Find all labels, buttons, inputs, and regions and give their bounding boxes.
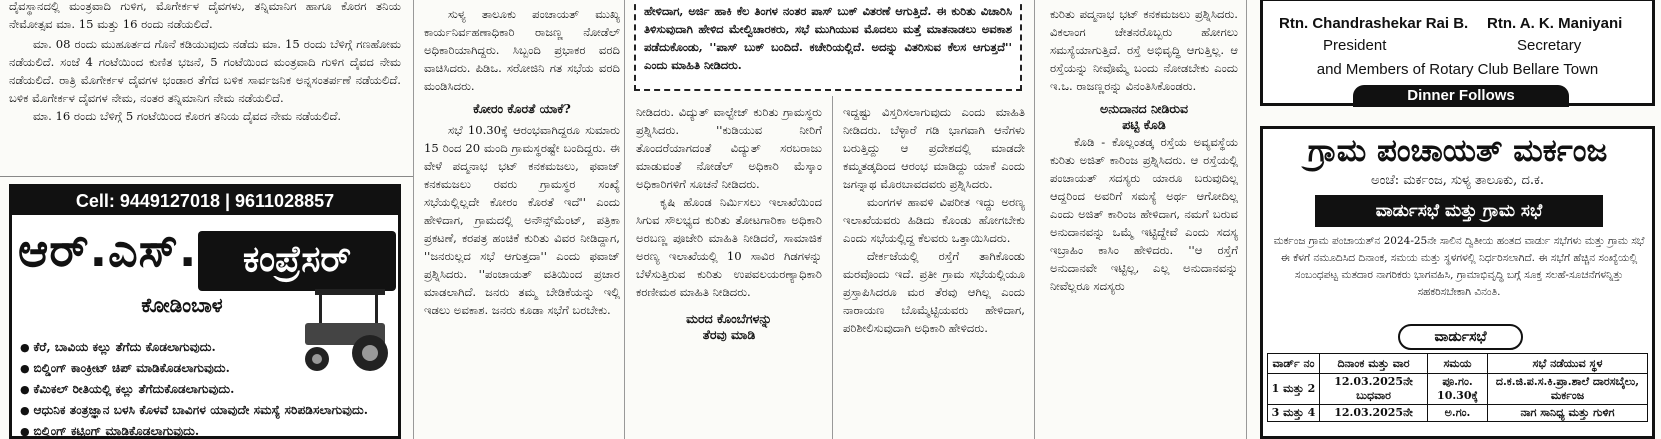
- table-header: ಸಭೆ ನಡೆಯುವ ಸ್ಥಳ: [1488, 354, 1648, 374]
- subheading: ಅನುದಾನದ ನೀಡಿರುವ: [1099, 101, 1189, 116]
- table-row: [1268, 405, 1648, 422]
- ward-meeting-label: ವಾರ್ಡುಸಭೆ: [1398, 324, 1523, 350]
- paragraph: ಕೊಡಿ - ಕೊಲ್ಲಂತಡ್ಕ ರಸ್ತೆಯ ಅವ್ಯವಸ್ಥೆಯ ಕುರಿತು ಅಜಿತ್ ಕಾರಿಂಜ ಪ್ರಶ್ನಿಸಿದರು. ಆ ರಸ್ತೆಯಲ್ಲಿ ಪಂಚಾಯತ್ ಸದಸ್ಯರು ಯಾರೂ ಬರುವುದಿಲ್ಲ ಆದ್ದರಿಂದ ಅವರಿಗೆ ಸಮಸ್ಯೆ ಅರ್ಥ ಆಗೋದಿಲ್ಲ ಎಂದು ಅಜಿತ್ ಕಾರಿಂಜ ಹೇಳಿದಾಗ, ನಮಗೆ ಬರುವ ಅನುದಾನವನ್ನು ಒಮ್ಮೆ ಇಟ್ಟಿದ್ದೇವೆ ಎಂದು ಸದಸ್ಯ ಇಬ್ರಾಹಿಂ ಕಾಸಿಂ ಹೇಳಿದರು. ''ಆ ರಸ್ತೆಗೆ ಅನುದಾನವೇ ಇಟ್ಟಿಲ್ಲ, ಎಲ್ಲ ಅನುದಾನವನ್ನು ನೀವೆಲ್ಲರೂ ಸದಸ್ಯರು: [1050, 135, 1238, 293]
- table-header: ಸಮಯ: [1428, 354, 1488, 374]
- paragraph: ಮಾ. 16 ರಂದು ಬೆಳಿಗ್ಗೆ 5 ಗಂಟೆಯಿಂದ ಕೊರಗ ತನಿಯ ದೈವದ ನೇಮ ನಡೆಯಲಿದೆ.: [33, 109, 342, 123]
- table-cell: 12.03.2025ನೇ ಬುಧವಾರ: [1320, 374, 1428, 405]
- article-column-3: [636, 103, 822, 343]
- paragraph: ಮಾ. 08 ರಂದು ಮುಹೂರ್ತದ ಗೊನೆ ಕಡಿಯುವುದು ನಡೆದು ಮಾ. 15 ರಂದು ಬೆಳಿಗ್ಗೆ ಗಣಹೋಮ ನಡೆಯಲಿದೆ. ಸಂಜೆ 4 ಗಂಟೆಯಿಂದ ಕುಣಿತ ಭಜನೆ, 5 ಗಂಟೆಯಿಂದ ಮಂತ್ರವಾದಿ ಗುಳಿಗ ದೈವದ ನೇಮ ನಡೆಯಲಿದೆ. ರಾತ್ರಿ ಮೊಗೇರ್ಕಳ ದೈವಗಳ ಭಂಡಾರ ತೆಗೆದ ಬಳಿಕ ಸಾರ್ವಜನಿಕ ಅನ್ನಸಂತರ್ಪಣೆ ನಡೆಯಲಿದೆ. ಬಳಿಕ ಮೊಗೇರ್ಕಳ ದೈವಗಳ ನೇಮ, ನಂತರ ತನ್ನಿಮಾನಿಗ ನೇಮ ನಡೆಯಲಿದೆ.: [9, 37, 401, 105]
- service-item: ● ಬಿಲ್ಡಿಂಗ್ ಕಾಂಕ್ರೀಟ್ ಚಿಪ್ ಮಾಡಿಕೊಡಲಾಗುವುದು.: [20, 358, 368, 379]
- article-column-5: [1050, 5, 1238, 295]
- ad-brand-left: ಆರ್.ಎಸ್.: [18, 223, 198, 277]
- table-cell: ಪೂ.ಗಂ. 10.30ಕ್ಕೆ: [1428, 374, 1488, 405]
- paragraph: ಸಭೆ 10.30ಕ್ಕೆ ಆರಂಭವಾಗಿದ್ದರೂ ಸುಮಾರು 15 ರಿಂದ 20 ಮಂದಿ ಗ್ರಾಮಸ್ಥರಷ್ಟೇ ಬಂದಿದ್ದರು. ಈ ವೇಳೆ ಪದ್ಮನಾಭ ಭಟ್ ಕನಕಮಜಲು, ಫವಾಜ್ ಕನಕಮಜಲು ರವರು ಗ್ರಾಮಸ್ಥರ ಸಂಖ್ಯೆ ಸಭೆಯಲ್ಲಿಲ್ಲದೇ ಕೋರಂ ಕೊರತೆ ಇದೆ'' ಎಂದು ಹೇಳಿದಾಗ, ಗ್ರಾಮದಲ್ಲಿ ಅನೌನ್ಸ್‌ಮೆಂಟ್, ಪತ್ರಿಕಾ ಪ್ರಕಟಣೆ, ಕರಪತ್ರ ಹಂಚಿಕೆ ಕುರಿತು ವಿವರ ನೀಡಿದ್ದಾಗ, ''ಜನರುಲ್ಲದ ಸಭೆ ಆಗುತ್ತದಾ'' ಎಂದು ಫವಾಜ್ ಪ್ರಶ್ನಿಸಿದರು. ''ಪಂಚಾಯತ್ ವತಿಯಿಂದ ಪ್ರಚಾರ ಮಾಡಲಾಗಿದೆ. ಜನರು ತಮ್ಮ ಬೇಡಿಕೆಯನ್ನು ಇಲ್ಲಿ ಇಡಲು ಅವಕಾಶ. ಜನರು ಕೂಡಾ ಸಭೆಗೆ ಬರಬೇಕು.: [424, 123, 620, 317]
- article-column-2: [424, 5, 620, 319]
- secretary-name: Rtn. A. K. Maniyani: [1487, 15, 1623, 32]
- paragraph: ದೈವಸ್ಥಾನದಲ್ಲಿ ಮಂತ್ರವಾದಿ ಗುಳಿಗ, ಮೊಗೇರ್ಕಳ ದೈವಗಳು, ತನ್ನಿಮಾನಿಗ ಹಾಗೂ ಕೊರಗ ತನಿಯ ನೇಮೋತ್ಸವ ಮಾ. 15 ಮತ್ತು 16 ರಂದು ನಡೆಯಲಿದೆ.: [9, 0, 401, 31]
- table-cell: ನಾಗ ಸಾನಿಧ್ಯ ಮತ್ತು ಗುಳಿಗ: [1488, 405, 1648, 422]
- subheading: ಪಟ್ಟಿ ಕೊಡಿ: [1122, 117, 1166, 132]
- president-name: Rtn. Chandrashekar Rai B.: [1279, 15, 1469, 32]
- panchayat-address: ಅಂಚೆ: ಮರ್ಕಂಜ, ಸುಳ್ಯ ತಾಲೂಕು, ದ.ಕ.: [1371, 173, 1544, 188]
- table-cell: 3 ಮತ್ತು 4: [1268, 405, 1320, 422]
- article-column-1: [9, 0, 401, 125]
- table-cell: 1 ಮತ್ತು 2: [1268, 374, 1320, 405]
- paragraph: ದೇರ್ಕಜೆಯಲ್ಲಿ ರಸ್ತೆಗೆ ತಾಗಿಕೊಂಡು ಮರವೊಂದು ಇದೆ. ಪ್ರತೀ ಗ್ರಾಮ ಸಭೆಯಲ್ಲಿಯೂ ಪ್ರಸ್ತಾಪಿಸಿದರೂ ಮರ ತೆರವು ಆಗಿಲ್ಲ ಎಂದು ನಾರಾಯಣ ಬೊಮ್ಮೆಟ್ಟಿಯವರು ಹೇಳಿದಾಗ, ಪರಿಶೀಲಿಸುವುದಾಗಿ ಅಧಿಕಾರಿ ಹೇಳಿದರು.: [843, 249, 1025, 335]
- members-line: and Members of Rotary Club Bellare Town: [1316, 61, 1599, 78]
- column-rule: [413, 0, 414, 439]
- president-role: President: [1323, 37, 1387, 54]
- notice-description: ಮರ್ಕಂಜ ಗ್ರಾಮ ಪಂಚಾಯತ್‌ನ 2024-25ನೇ ಸಾಲಿನ ದ್ವಿತೀಯ ಹಂತದ ವಾರ್ಡು ಸಭೆಗಳು ಮತ್ತು ಗ್ರಾಮ ಸಭೆ ಈ ಕೆಳಗೆ ನಮೂದಿಸಿದ ದಿನಾಂಕ, ಸಮಯ ಮತ್ತು ಸ್ಥಳಗಳಲ್ಲಿ ನಿರ್ಧರಿಸಲಾಗಿದೆ. ಈ ಸಭೆಗೆ ಹೆಚ್ಚಿನ ಸಂಖ್ಯೆಯಲ್ಲಿ ಸಂಬಂಧಪಟ್ಟ ಮತದಾರ ನಾಗರಿಕರು ಭಾಗವಹಿಸಿ, ಗ್ರಾಮಾಭಿವೃದ್ಧಿ ಬಗ್ಗೆ ಸೂಕ್ತ ಸಲಹೆ-ಸೂಚನೆಗಳನ್ನಿತ್ತು ಸಹಕರಿಸಬೇಕಾಗಿ ವಿನಂತಿ.: [1273, 235, 1645, 298]
- paragraph: ಮಂಗಗಳ ಹಾವಳಿ ವಿಪರೀತ ಇದ್ದು ಅರಣ್ಯ ಇಲಾಖೆಯವರು ಹಿಡಿದು ಕೊಂಡು ಹೋಗಬೇಕು ಎಂದು ಸಭೆಯಲ್ಲಿದ್ದ ಕೆಲವರು ಒತ್ತಾಯಿಸಿದರು.: [843, 195, 1025, 245]
- paragraph: ಇದ್ದಷ್ಟು ವಿಸ್ತರಿಸಲಾಗುವುದು ಎಂದು ಮಾಹಿತಿ ನೀಡಿದರು. ಬೆಳ್ಳಾರೆ ಗಡಿ ಭಾಗವಾಗಿ ಆನೆಗಳು ಬರುತ್ತಿದ್ದು ಆ ಪ್ರದೇಶದಲ್ಲಿ ಮಾಡದೇ ಕಮ್ಮತಡ್ಕದಿಂದ ಆರಂಭ ಮಾಡಿದ್ದು ಯಾಕೆ ಎಂದು ಜಗನ್ನಾಥ ಮೊರಬಾವದವರು ಪ್ರಶ್ನಿಸಿದರು.: [843, 105, 1025, 191]
- service-item: ● ಬಿಲ್ಡಿಂಗ್ ಕಟ್ಟಿಂಗ್ ಮಾಡಿಕೊಡಲಾಗುವುದು.: [20, 421, 368, 439]
- compressor-advertisement: [9, 184, 401, 439]
- table-cell: ದ.ಕ.ಜಿ.ಪ.ಸ.ಕಿ.ಪ್ರಾ.ಶಾಲೆ ದಾರಸಬೈಲು, ಮರ್ಕಂಜ: [1488, 374, 1648, 405]
- column-rule: [1034, 0, 1035, 439]
- column-rule: [1246, 0, 1247, 439]
- box-text: ಹೇಳಿದಾಗ, ಅರ್ಜಿ ಹಾಕಿ ಕೆಲ ತಿಂಗಳ ನಂತರ ಪಾಸ್ ಬುಕ್ ವಿತರಣೆ ಆಗುತ್ತಿದೆ. ಈ ಕುರಿತು ವಿಚಾರಿಸಿ ತಿಳಿಸುವುದಾಗಿ ಹೇಳಿದ ಮೇಲ್ವಿಚಾರಕರು, ಸಭೆ ಮುಗಿಯುವ ಮೊದಲು ಮತ್ತೆ ಮಾತನಾಡಲು ಅವಕಾಶ ಪಡೆದುಕೊಂಡು, ''ಪಾಸ್ ಬುಕ್ ಬಂದಿದೆ. ಕಚೇರಿಯಲ್ಲಿದೆ. ಅದನ್ನು ವಿತರಿಸುವ ಕೆಲಸ ಆಗುತ್ತದೆ'' ಎಂದು ಮಾಹಿತಿ ನೀಡಿದರು.: [644, 4, 1012, 72]
- subheading: ಕೋರಂ ಕೊರತೆ ಯಾಕೆ?: [473, 101, 571, 116]
- rotary-advertisement: [1260, 0, 1655, 106]
- schedule-table: [1267, 353, 1648, 422]
- divider: [0, 176, 413, 177]
- secretary-role: Secretary: [1517, 37, 1582, 54]
- table-header: ದಿನಾಂಕ ಮತ್ತು ವಾರ: [1320, 354, 1428, 374]
- subheading: ಮರದ ಕೊಂಬೆಗಳನ್ನು: [686, 311, 772, 326]
- panchayat-title: ಗ್ರಾಮ ಪಂಚಾಯತ್ ಮರ್ಕಂಜ: [1307, 133, 1608, 169]
- column-rule: [624, 0, 625, 439]
- service-item: ● ಆಧುನಿಕ ತಂತ್ರಜ್ಞಾನ ಬಳಸಿ ಕೊಳವೆ ಬಾವಿಗಳ ಯಾವುದೇ ಸಮಸ್ಯೆ ಸರಿಪಡಿಸಲಾಗುವುದು.: [20, 400, 368, 421]
- dinner-banner: Dinner Follows: [1353, 85, 1569, 107]
- ad-phone: Cell: 9449127018 | 9611028857: [12, 187, 398, 215]
- table-header: ವಾರ್ಡ್ ನಂ: [1268, 354, 1320, 374]
- panchayat-notice: [1260, 126, 1655, 439]
- article-column-4: [843, 103, 1025, 337]
- table-header-row: [1268, 354, 1648, 374]
- highlight-box: [634, 0, 1022, 91]
- paragraph: ನೀಡಿದರು. ವಿದ್ಯುತ್ ವಾಲ್ಟೇಜ್ ಕುರಿತು ಗ್ರಾಮಸ್ಥರು ಪ್ರಶ್ನಿಸಿದರು. ''ಕುಡಿಯುವ ನೀರಿಗೆ ತೊಂದರೆಯಾಗದಂತೆ ವಿದ್ಯುತ್ ಸರಬರಾಜು ಮಾಡುವಂತೆ ನೋಡೆಲ್ ಅಧಿಕಾರಿ ಮೆಸ್ಕಾಂ ಅಧಿಕಾರಿಗಳಿಗೆ ಸೂಚನೆ ನೀಡಿದರು.: [636, 105, 822, 191]
- meeting-banner: ವಾರ್ಡುಸಭೆ ಮತ್ತು ಗ್ರಾಮ ಸಭೆ: [1315, 195, 1603, 227]
- table-row: [1268, 374, 1648, 405]
- service-item: ● ಕೆಮಿಕಲ್ ರೀತಿಯಲ್ಲಿ ಕಲ್ಲು ತೆಗೆದುಕೊಡಲಾಗುವುದು.: [20, 379, 368, 400]
- table-cell: 12.03.2025ನೇ: [1320, 405, 1428, 422]
- ad-brand-right: ಕಂಪ್ರೆಸರ್: [198, 231, 396, 291]
- subheading: ತೆರವು ಮಾಡಿ: [702, 327, 756, 342]
- paragraph: ಕುರಿತು ಪದ್ಮನಾಭ ಭಟ್ ಕನಕಮಜಲು ಪ್ರಶ್ನಿಸಿದರು. ವಿಕಲಾಂಗ ಚೇತನರೊಬ್ಬರು ಹೋಗಲು ಸಮಸ್ಯೆಯಾಗುತ್ತಿದೆ. ರಸ್ತೆ ಅಭಿವೃದ್ಧಿ ಆಗುತ್ತಿಲ್ಲ. ಆ ರಸ್ತೆಯನ್ನು ನೀವೊಮ್ಮೆ ಬಂದು ನೋಡಬೇಕು ಎಂದು ಇ.ಒ. ರಾಜಣ್ಣರನ್ನು ವಿನಂತಿಸಿಕೊಂಡರು.: [1050, 7, 1238, 93]
- paragraph: ಸುಳ್ಯ ತಾಲೂಕು ಪಂಚಾಯತ್ ಮುಖ್ಯ ಕಾರ್ಯನಿರ್ವಹಣಾಧಿಕಾರಿ ರಾಜಣ್ಣ ನೋಡೆಲ್ ಅಧಿಕಾರಿಯಾಗಿದ್ದರು. ಸಿಬ್ಬಂದಿ ಪ್ರಭಾಕರ ವರದಿ ವಾಚಿಸಿದರು. ಪಿಡಿಒ. ಸರೋಜಿನಿ ಗತ ಸಭೆಯ ವರದಿ ಮಂಡಿಸಿದರು.: [424, 7, 620, 93]
- column-rule: [832, 96, 833, 439]
- service-item: ● ಕೆರೆ, ಬಾವಿಯ ಕಲ್ಲು ತೆಗೆದು ಕೊಡಲಾಗುವುದು.: [20, 337, 368, 358]
- ad-place: ಕೋಡಿಂಬಾಳ: [141, 293, 223, 317]
- services-list: [20, 337, 368, 439]
- table-cell: ಅ.ಗಂ.: [1428, 405, 1488, 422]
- paragraph: ಕೃಷಿ ಹೊಂಡ ನಿರ್ಮಿಸಲು ಇಲಾಖೆಯಿಂದ ಸಿಗುವ ಸೌಲಭ್ಯದ ಕುರಿತು ತೋಟಗಾರಿಕಾ ಅಧಿಕಾರಿ ಅರಬಣ್ಣ ಪೂಜೇರಿ ಮಾಹಿತಿ ನೀಡಿದರೆ, ಸಾಮಾಜಿಕ ಅರಣ್ಯ ಇಲಾಖೆಯಲ್ಲಿ 10 ಸಾವಿರ ಗಿಡಗಳನ್ನು ಬೆಳೆಸುತ್ತಿರುವ ಕುರಿತು ಉಪವಲಯರಣ್ಯಾಧಿಕಾರಿ ಕರಣೀಮಠ ಮಾಹಿತಿ ನೀಡಿದರು.: [636, 195, 822, 299]
